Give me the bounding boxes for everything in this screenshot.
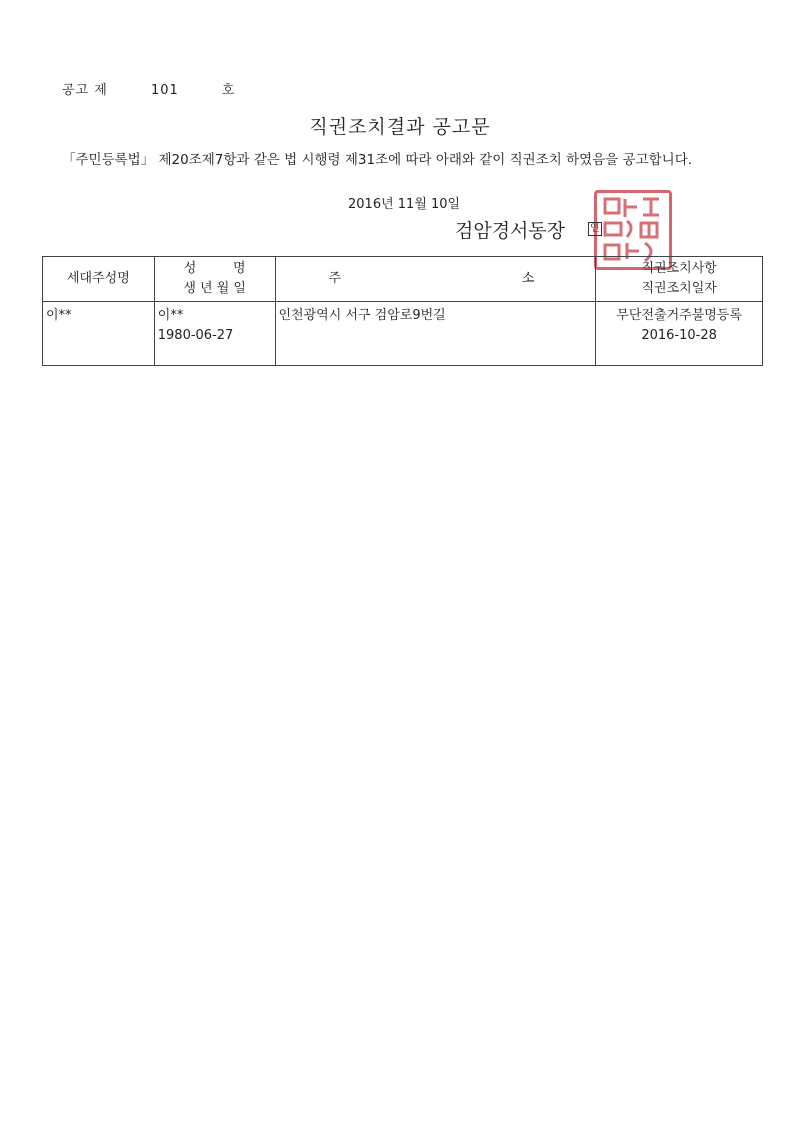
notice-date: 2016년 11월 10일 [348,197,461,212]
action-table [42,256,763,366]
notice-number-value: 101 [150,83,179,98]
header-action-type: 직권조치사항 [641,261,717,276]
cell-name: 이** [157,308,184,323]
seal-mark: 인 [590,223,600,234]
cell-birth: 1980-06-27 [157,328,234,343]
header-action [596,257,763,302]
document-title: 직권조치결과 공고문 [309,116,491,138]
header-address [275,257,596,302]
header-address-2: 소 [521,271,535,286]
header-address-1: 주 [328,271,342,286]
notice-body: 「주민등록법」 제20조제7항과 같은 법 시행령 제31조에 따라 아래와 같이 직권조치 하였음을 공고합니다. [62,152,693,168]
notice-number-prefix: 공고 제 [62,83,108,98]
notice-number-suffix: 호 [221,83,236,98]
cell-household-head: 이** [43,302,155,366]
cell-action-date: 2016-10-28 [641,328,717,343]
header-action-date: 직권조치일자 [641,281,717,296]
notice-number [62,79,235,98]
header-name-birth [154,257,275,302]
header-household-head: 세대주성명 [43,257,155,302]
cell-name-birth [154,302,275,366]
issuer-name: 검암경서동장 [455,220,566,242]
cell-action-type: 무단전출거주불명등록 [616,308,742,323]
table-header-row [43,257,763,302]
header-name-2: 명 [232,261,246,276]
cell-address: 인천광역시 서구 검암로9번길 [275,302,596,366]
header-name-1: 성 [183,261,197,276]
cell-action [596,302,763,366]
table-row [43,302,763,366]
header-birth: 생 년 월 일 [183,281,246,296]
